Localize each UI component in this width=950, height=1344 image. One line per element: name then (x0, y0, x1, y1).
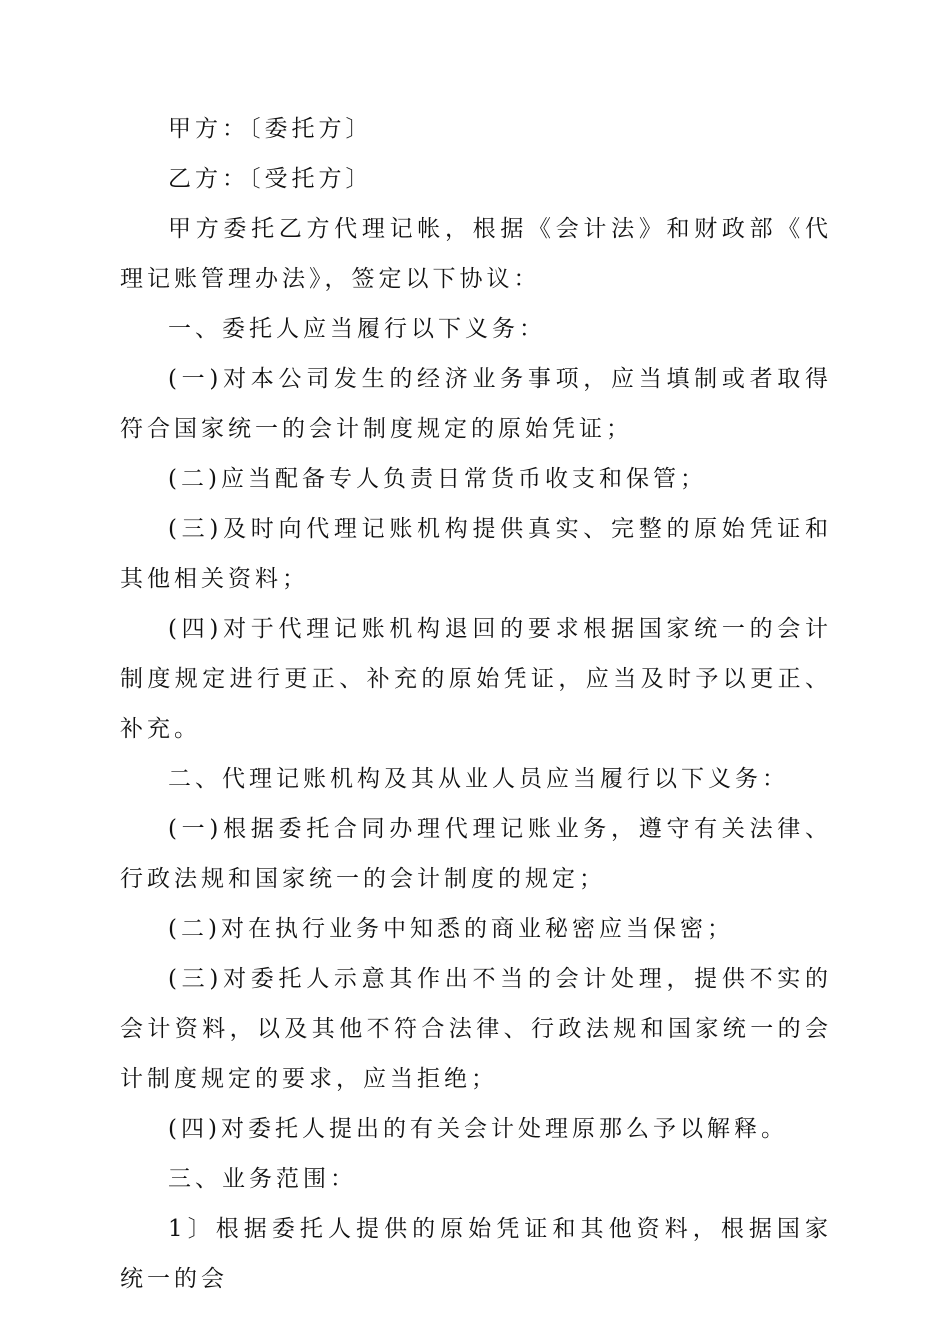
client-obligation-1: (一)对本公司发生的经济业务事项，应当填制或者取得符合国家统一的会计制度规定的原始凭证； (120, 366, 832, 442)
party-a-line: 甲方：〔委托方〕 (168, 116, 373, 142)
agreement-intro: 甲方委托乙方代理记帐，根据《会计法》和财政部《代理记账管理办法》，签定以下协议： (120, 216, 832, 292)
section-heading-client-obligations: 一、委托人应当履行以下义务： (168, 316, 546, 342)
party-b-line: 乙方：〔受托方〕 (168, 166, 373, 192)
client-obligation-4: (四)对于代理记账机构退回的要求根据国家统一的会计制度规定进行更正、补充的原始凭证，应当及时予以更正、补充。 (120, 616, 832, 742)
document-body (120, 104, 832, 1304)
section-heading-business-scope: 三、业务范围： (168, 1166, 357, 1192)
section-heading-agency-obligations: 二、代理记账机构及其从业人员应当履行以下义务： (168, 766, 789, 792)
agency-obligation-2: (二)对在执行业务中知悉的商业秘密应当保密； (168, 916, 734, 942)
business-scope-item-1: 1〕根据委托人提供的原始凭证和其他资料，根据国家统一的会 (120, 1216, 832, 1292)
client-obligation-3: (三)及时向代理记账机构提供真实、完整的原始凭证和其他相关资料； (120, 516, 832, 592)
agency-obligation-1: (一)根据委托合同办理代理记账业务，遵守有关法律、行政法规和国家统一的会计制度的规定； (120, 816, 832, 892)
client-obligation-2: (二)应当配备专人负责日常货币收支和保管； (168, 466, 707, 492)
agency-obligation-3: (三)对委托人示意其作出不当的会计处理，提供不实的会计资料，以及其他不符合法律、行政法规和国家统一的会计制度规定的要求，应当拒绝； (120, 966, 832, 1092)
agency-obligation-4: (四)对委托人提出的有关会计处理原那么予以解释。 (168, 1116, 788, 1142)
